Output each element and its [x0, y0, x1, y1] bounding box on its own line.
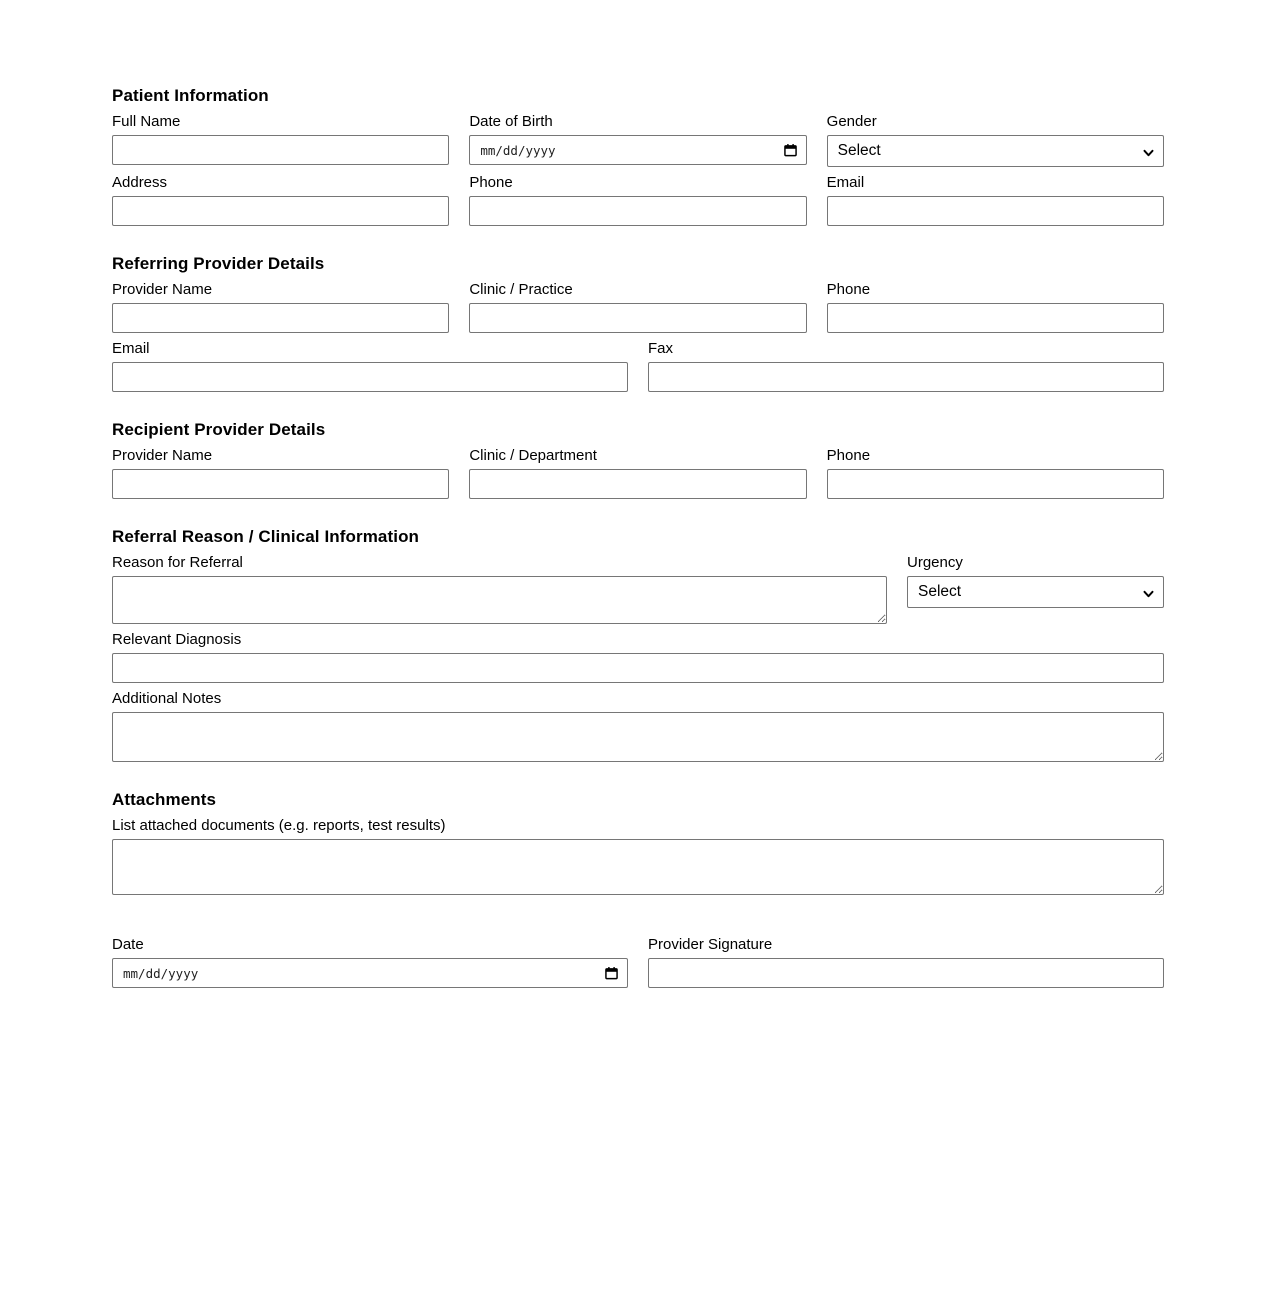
- field-recipient-clinic-department: [469, 446, 806, 499]
- field-date-of-birth: [469, 112, 806, 167]
- referring-phone-input[interactable]: [827, 303, 1164, 333]
- label-provider-signature: Provider Signature: [648, 936, 773, 953]
- label-referring-fax: Fax: [648, 340, 674, 357]
- full-name-input[interactable]: [112, 135, 449, 165]
- recipient-phone-input[interactable]: [827, 469, 1164, 499]
- section-title-attachments: Attachments: [112, 790, 217, 809]
- label-recipient-provider-name: Provider Name: [112, 447, 213, 464]
- chevron-down-icon[interactable]: [1143, 146, 1154, 157]
- label-referring-clinic-practice: Clinic / Practice: [469, 281, 573, 298]
- address-input[interactable]: [112, 196, 449, 226]
- signature-row: [112, 935, 1164, 988]
- urgency-selected-value: Select: [918, 583, 962, 600]
- label-recipient-clinic-department: Clinic / Department: [469, 447, 597, 464]
- phone-input[interactable]: [469, 196, 806, 226]
- recipient-clinic-department-input[interactable]: [469, 469, 806, 499]
- gender-select[interactable]: [827, 135, 1164, 167]
- email-input[interactable]: [827, 196, 1164, 226]
- label-attachment-list: List attached documents (e.g. reports, test results): [112, 817, 446, 834]
- recipient-row-1: [112, 446, 1164, 499]
- label-gender: Gender: [826, 113, 877, 130]
- referring-provider-name-input[interactable]: [112, 303, 449, 333]
- label-recipient-phone: Phone: [826, 447, 871, 464]
- gender-selected-value: Select: [837, 142, 881, 159]
- calendar-icon[interactable]: [784, 144, 797, 157]
- label-full-name: Full Name: [112, 113, 181, 130]
- label-date-of-birth: Date of Birth: [469, 113, 553, 130]
- field-address: [112, 173, 449, 226]
- field-referring-email: [112, 339, 628, 392]
- calendar-icon[interactable]: [605, 967, 618, 980]
- label-referring-provider-name: Provider Name: [112, 281, 213, 298]
- urgency-select[interactable]: [907, 576, 1164, 608]
- additional-notes-textarea[interactable]: [112, 712, 1164, 762]
- referral-reason-row: [112, 553, 1164, 624]
- field-recipient-provider-name: [112, 446, 449, 499]
- field-attachment-list: [112, 816, 1164, 895]
- section-patient-information: [112, 86, 1164, 226]
- section-title-referring-provider: Referring Provider Details: [112, 254, 325, 273]
- field-phone: [469, 173, 806, 226]
- referring-row-2: [112, 339, 1164, 392]
- patient-row-2: [112, 173, 1164, 226]
- referring-fax-input[interactable]: [648, 362, 1164, 392]
- field-referring-clinic-practice: [469, 280, 806, 333]
- label-referring-phone: Phone: [826, 281, 871, 298]
- section-recipient-provider-details: [112, 420, 1164, 499]
- field-full-name: [112, 112, 449, 167]
- provider-signature-input[interactable]: [648, 958, 1164, 988]
- section-referral-reason: [112, 527, 1164, 762]
- field-referring-phone: [827, 280, 1164, 333]
- attachments-row: [112, 816, 1164, 895]
- referral-form: [112, 86, 1164, 994]
- label-reason-for-referral: Reason for Referral: [112, 554, 243, 571]
- field-reason-for-referral: [112, 553, 887, 624]
- relevant-diagnosis-row: [112, 630, 1164, 683]
- referring-clinic-practice-input[interactable]: [469, 303, 806, 333]
- field-referring-fax: [648, 339, 1164, 392]
- section-title-recipient-provider: Recipient Provider Details: [112, 420, 326, 439]
- additional-notes-row: [112, 689, 1164, 762]
- referring-row-1: [112, 280, 1164, 333]
- field-gender: [827, 112, 1164, 167]
- label-email: Email: [826, 174, 865, 191]
- label-phone: Phone: [469, 174, 513, 191]
- patient-row-1: [112, 112, 1164, 167]
- field-recipient-phone: [827, 446, 1164, 499]
- field-relevant-diagnosis: [112, 630, 1164, 683]
- section-title-referral-reason: Referral Reason / Clinical Information: [112, 527, 420, 546]
- reason-for-referral-textarea[interactable]: [112, 576, 887, 624]
- date-of-birth-placeholder: mm/dd/yyyy: [480, 142, 556, 158]
- field-provider-signature: [648, 935, 1164, 988]
- date-input[interactable]: [112, 958, 628, 988]
- label-urgency: Urgency: [907, 554, 963, 571]
- attachment-list-textarea[interactable]: [112, 839, 1164, 895]
- footer-spacer: [112, 901, 1164, 935]
- field-date: [112, 935, 628, 988]
- date-of-birth-input[interactable]: [469, 135, 806, 165]
- label-referring-email: Email: [112, 340, 150, 357]
- section-attachments: [112, 790, 1164, 895]
- section-referring-provider-details: [112, 254, 1164, 392]
- field-additional-notes: [112, 689, 1164, 762]
- referring-email-input[interactable]: [112, 362, 628, 392]
- label-relevant-diagnosis: Relevant Diagnosis: [112, 631, 242, 648]
- field-referring-provider-name: [112, 280, 449, 333]
- relevant-diagnosis-input[interactable]: [112, 653, 1164, 683]
- field-urgency: [907, 553, 1164, 624]
- label-additional-notes: Additional Notes: [112, 690, 222, 707]
- date-placeholder: mm/dd/yyyy: [123, 965, 199, 981]
- label-address: Address: [112, 174, 168, 191]
- label-date: Date: [112, 936, 144, 953]
- recipient-provider-name-input[interactable]: [112, 469, 449, 499]
- field-email: [827, 173, 1164, 226]
- chevron-down-icon[interactable]: [1143, 587, 1154, 598]
- section-title-patient-information: Patient Information: [112, 86, 269, 105]
